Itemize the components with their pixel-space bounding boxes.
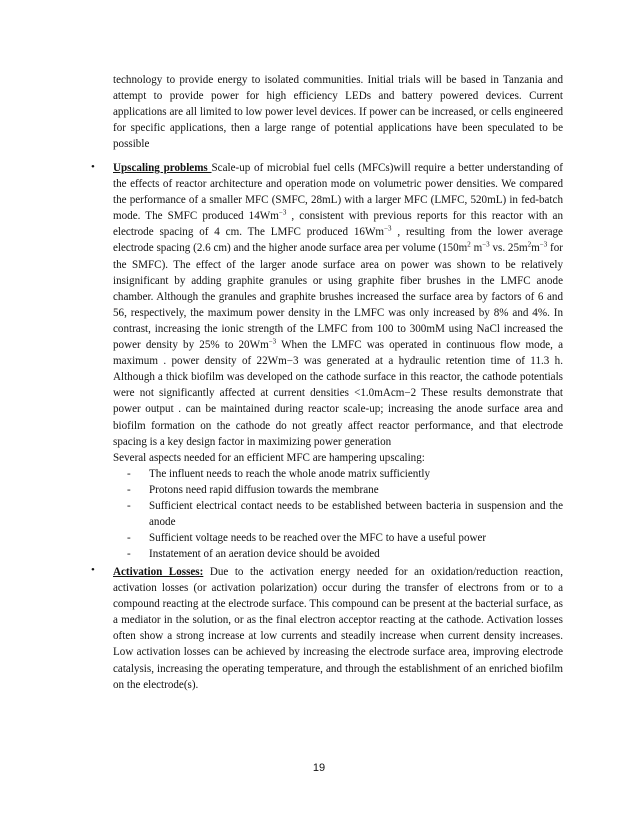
upscaling-text-8: When the LMFC was operated in continuous flow mode, a maximum . power density of 22Wm−3 was generated at a hydraulic retention time of 11.3 h. Although a thick biofilm was developed on the cathode surface in this reactor, the cathode potentials were not significantly affected at current densities <1.0mAcm−2 These results demonstrate that power output . can be maintained during reactor scale-up; increasing the anode surface area and biofilm formation on the cathode do not greatly affect reactor performance, and that electrode spacing is a key design factor in maximizing power generation xyxy=(113,339,563,448)
list-item-text: Instatement of an aeration device should be avoided xyxy=(149,548,380,561)
sup-6: −3 xyxy=(539,240,548,249)
dash-marker: - xyxy=(127,467,131,480)
bullet-activation: • xyxy=(91,564,95,576)
dash-marker: - xyxy=(127,483,131,496)
upscaling-text-1: Scale-up of microbial fuel cells (MFCs)will require a better understanding of the effects of reactor architecture and operation mode on volumetric power densities. We compared the performance of a smaller MFC (SMFC, 28mL) with a larger MFC (LMFC, 520mL) in fed-batch mode. The SMFC produced 14Wm xyxy=(113,162,563,223)
list-item xyxy=(113,530,563,546)
list-item-text: Sufficient electrical contact needs to be established between bacteria in suspension and the anode xyxy=(149,499,563,529)
list-item xyxy=(113,498,563,530)
sup-7: −3 xyxy=(268,337,277,346)
activation-paragraph xyxy=(113,564,563,693)
activation-heading: Activation Losses: xyxy=(113,566,204,578)
section-activation xyxy=(113,564,563,693)
upscaling-text-5: vs. 25m xyxy=(489,242,528,255)
list-item xyxy=(113,466,563,482)
activation-text: Due to the activation energy needed for an oxidation/reduction reaction, activation losses (or activation polarization) occur during the transfer of electrons from or to a compound reacting at the electrode surface. This compound can be present at the bacterial surface, as a mediator in the solution, or as the final electron acceptor reacting at the cathode. Activation losses often show a strong increase at low currents and steadily increase when current density increases. Low activation losses can be achieved by increasing the electrode surface area, improving electrode catalysis, increasing the operating temperature, and through the establishment of an enriched biofilm on the electrode(s). xyxy=(113,566,563,691)
upscaling-text-7: for the SMFC). The effect of the larger anode surface area on power was shown to be relatively insignificant by adding graphite granules or using graphite fiber brushes in the LMFC anode chamber. Although the granules and graphite brushes increased the surface area by factors of 6 and 56, respectively, the maximum power density in the LMFC was only increased by 8% and 4%. In contrast, increasing the ionic strength of the LMFC from 100 to 300mM using NaCl increased the power density by 25% to 20Wm xyxy=(113,242,563,352)
upscaling-paragraph xyxy=(113,160,563,450)
sup-5: 2 xyxy=(527,240,532,249)
upscaling-text-2: , consistent with previous reports for this reactor with an electrode spacing of 4 cm. The LMFC produced 16Wm xyxy=(113,210,564,239)
dash-marker: - xyxy=(127,548,131,561)
sup-1: −3 xyxy=(278,208,287,217)
list-item-text: Sufficient voltage needs to be reached over the MFC to have a useful power xyxy=(149,532,487,545)
aspects-list xyxy=(113,466,563,563)
list-item-text: Protons need rapid diffusion towards the membrane xyxy=(149,483,379,496)
sup-4: −3 xyxy=(482,240,490,249)
list-item xyxy=(113,546,563,562)
upscaling-text-6: m xyxy=(531,242,540,255)
sup-3: 2 xyxy=(467,240,471,249)
list-item xyxy=(113,482,563,498)
upscaling-text-3: , resulting from the lower average electrode spacing (2.6 cm) and the higher anode surface area per volume (150m xyxy=(113,226,563,255)
intro-paragraph: technology to provide energy to isolated communities. Initial trials will be based in Tanzania and attempt to provide power for high efficiency LEDs and battery powered devices. Current applications are all limited to low power level devices. If power can be increased, or cells engineered for specific applications, then a large range of potential applications have been speculated to be possible xyxy=(113,74,563,151)
aspects-intro: Several aspects needed for an efficient MFC are hampering upscaling: xyxy=(113,451,425,464)
page-number: 19 xyxy=(312,762,326,774)
bullet-upscaling: • xyxy=(91,161,95,173)
section-upscaling xyxy=(113,160,563,562)
upscaling-heading: Upscaling problems xyxy=(113,162,212,174)
upscaling-text-4: m xyxy=(470,242,483,255)
dash-marker: - xyxy=(127,532,131,545)
list-item-text: The influent needs to reach the whole anode matrix sufficiently xyxy=(149,467,431,480)
sup-2: −3 xyxy=(384,224,392,233)
dash-marker: - xyxy=(127,499,131,512)
